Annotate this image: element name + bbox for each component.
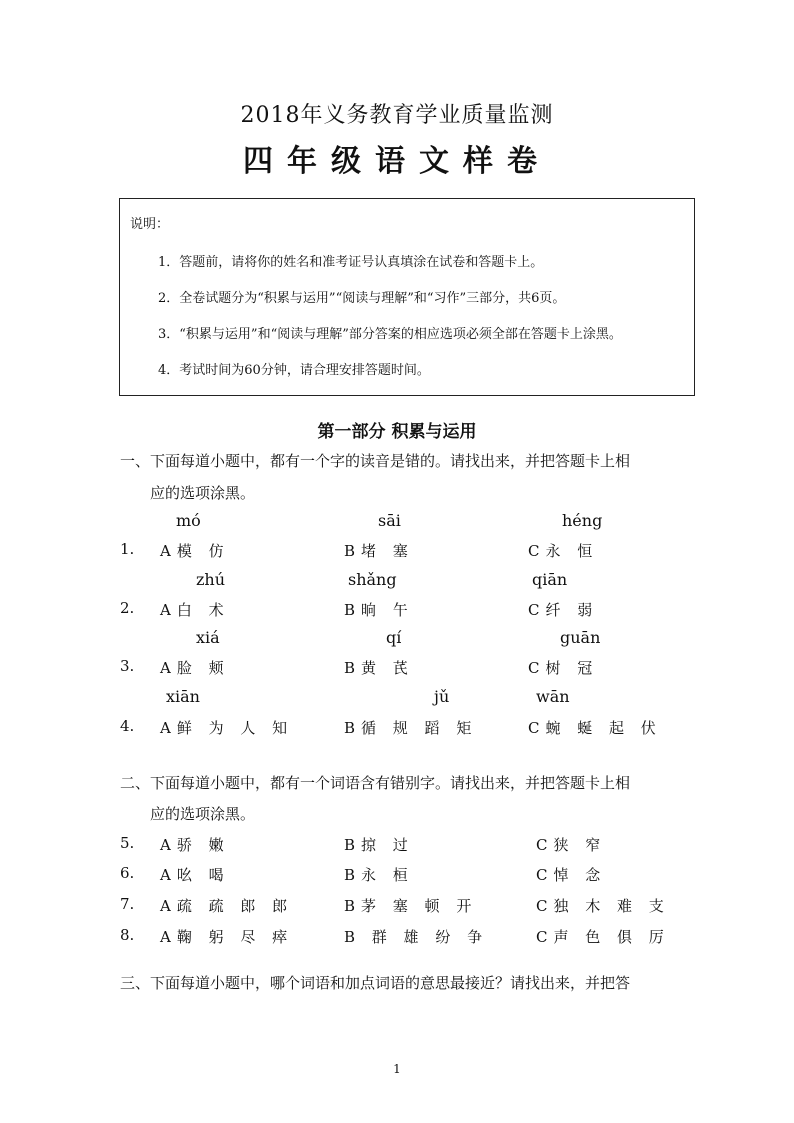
question-1-stem — [120, 450, 630, 471]
pinyin: xiá — [196, 628, 220, 647]
option-c: C声 色 俱 厉 — [536, 928, 670, 946]
pinyin: mó — [176, 511, 201, 530]
exam-subtitle: 四年级语文样卷 — [243, 144, 551, 179]
pinyin: guān — [560, 628, 601, 647]
question-text: 下面每道小题中，都有一个词语含有错别字。请找出来，并把答题卡上相 — [150, 774, 631, 792]
option-a: A白 术 — [160, 601, 230, 619]
pinyin: qí — [386, 628, 402, 647]
instruction-item: 4．考试时间为60分钟，请合理安排答题时间。 — [158, 363, 430, 378]
item-number: 5. — [120, 834, 135, 852]
pinyin: jǔ — [434, 687, 450, 706]
question-2-stem-cont: 应的选项涂黑。 — [150, 805, 256, 823]
pinyin: qiān — [532, 570, 568, 589]
pinyin: zhú — [196, 570, 226, 589]
option-c: C悼 念 — [536, 866, 607, 884]
pinyin: héng — [562, 511, 603, 530]
option-a: A模 仿 — [160, 542, 230, 560]
page-number: 1 — [393, 1062, 401, 1076]
question-2-stem — [120, 772, 630, 793]
section-title: 第一部分 积累与运用 — [317, 422, 477, 442]
option-b: B晌 午 — [344, 601, 414, 619]
option-a: A鞠 躬 尽 瘁 — [160, 928, 294, 946]
pinyin: sāi — [378, 511, 401, 530]
option-c: C树 冠 — [528, 659, 599, 677]
option-c: C蜿 蜒 起 伏 — [528, 719, 662, 737]
instruction-item: 1．答题前，请将你的姓名和准考证号认真填涂在试卷和答题卡上。 — [158, 255, 544, 270]
instructions-box — [119, 198, 695, 396]
option-c: C独 木 难 支 — [536, 897, 670, 915]
instruction-item: 3．“积累与运用”和“阅读与理解”部分答案的相应选项必须全部在答题卡上涂黑。 — [158, 327, 622, 342]
item-number: 8. — [120, 926, 135, 944]
question-number: 三、 — [120, 974, 151, 992]
instruction-item: 2．全卷试题分为“积累与运用”“阅读与理解”和“习作”三部分，共6页。 — [158, 291, 566, 306]
item-number: 4. — [120, 717, 135, 735]
option-b: B黄 芪 — [344, 659, 414, 677]
option-b: B 群 雄 纷 争 — [344, 928, 489, 946]
option-a: A疏 疏 郎 郎 — [160, 897, 294, 915]
item-number: 2. — [120, 599, 135, 617]
option-a: A鲜 为 人 知 — [160, 719, 294, 737]
option-c: C狭 窄 — [536, 836, 607, 854]
item-number: 3. — [120, 657, 135, 675]
question-number: 一、 — [120, 452, 151, 470]
option-b: B茅 塞 顿 开 — [344, 897, 478, 915]
option-b: B堵 塞 — [344, 542, 414, 560]
pinyin: xiān — [166, 687, 200, 706]
option-a: A吆 喝 — [160, 866, 230, 884]
option-a: A骄 嫩 — [160, 836, 230, 854]
option-c: C永 恒 — [528, 542, 599, 560]
question-number: 二、 — [120, 774, 151, 792]
item-number: 6. — [120, 864, 135, 882]
option-c: C纤 弱 — [528, 601, 599, 619]
item-number: 7. — [120, 895, 135, 913]
option-b: B掠 过 — [344, 836, 414, 854]
exam-title: 2018年义务教育学业质量监测 — [240, 103, 554, 128]
option-b: B永 桓 — [344, 866, 414, 884]
question-1-stem-cont: 应的选项涂黑。 — [150, 484, 256, 502]
option-a: A脸 颊 — [160, 659, 230, 677]
pinyin: shǎng — [348, 570, 397, 589]
option-b: B循 规 蹈 矩 — [344, 719, 478, 737]
instructions-label: 说明： — [130, 217, 170, 232]
question-3-stem — [120, 972, 630, 993]
question-text: 下面每道小题中，都有一个字的读音是错的。请找出来，并把答题卡上相 — [150, 452, 631, 470]
pinyin: wān — [536, 687, 570, 706]
item-number: 1. — [120, 540, 135, 558]
question-text: 下面每道小题中，哪个词语和加点词语的意思最接近？请找出来，并把答 — [150, 974, 631, 992]
